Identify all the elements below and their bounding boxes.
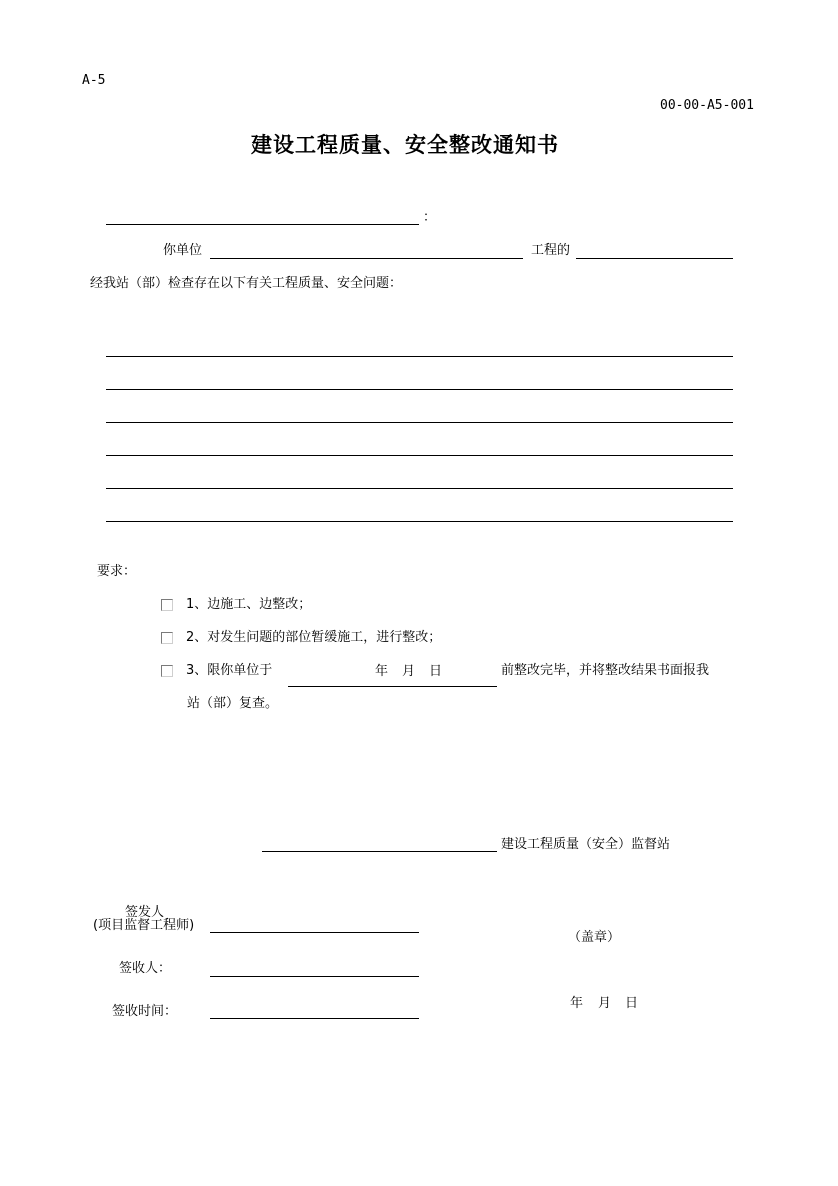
issuer-signature-field[interactable] <box>210 932 419 933</box>
option-1-checkbox[interactable] <box>161 599 173 611</box>
document-number: 00-00-A5-001 <box>660 98 754 113</box>
document-title: 建设工程质量、安全整改通知书 <box>251 133 559 157</box>
option-3-checkbox[interactable] <box>161 665 173 677</box>
deadline-date-field[interactable] <box>288 686 497 687</box>
issuer-sublabel: (项目监督工程师) <box>93 918 195 933</box>
station-label: 建设工程质量（安全）监督站 <box>501 837 671 852</box>
recipient-name-field[interactable] <box>106 224 419 225</box>
station-name-field[interactable] <box>262 851 497 852</box>
inspection-statement: 经我站（部）检查存在以下有关工程质量、安全问题： <box>90 276 403 291</box>
option-3-suffix: 前整改完毕，并将整改结果书面报我 <box>501 663 710 678</box>
sign-year: 年 <box>570 996 584 1011</box>
receive-time-field[interactable] <box>210 1018 419 1019</box>
problem-line-2[interactable] <box>106 389 733 390</box>
receive-time-label: 签收时间： <box>112 1004 178 1019</box>
deadline-month: 月 <box>402 664 416 679</box>
form-code: A-5 <box>82 73 106 88</box>
option-2-text: 2、对发生问题的部位暂缓施工，进行整改； <box>186 630 442 645</box>
project-name-field[interactable] <box>576 258 733 259</box>
seal-label: （盖章） <box>568 930 621 945</box>
recipient-colon: ： <box>423 210 437 225</box>
option-2-checkbox[interactable] <box>161 632 173 644</box>
option-3-line-2: 站（部）复查。 <box>187 696 279 711</box>
problem-line-6[interactable] <box>106 521 733 522</box>
problem-line-3[interactable] <box>106 422 733 423</box>
requirements-label: 要求： <box>97 564 137 579</box>
project-label: 工程的 <box>531 243 571 258</box>
option-1-text: 1、边施工、边整改； <box>186 597 312 612</box>
issuer-label: 签发人 <box>125 905 165 920</box>
problem-line-5[interactable] <box>106 488 733 489</box>
sign-month: 月 <box>598 996 612 1011</box>
sign-day: 日 <box>625 996 639 1011</box>
option-3-prefix: 3、限你单位于 <box>186 663 273 678</box>
receiver-signature-field[interactable] <box>210 976 419 977</box>
deadline-day: 日 <box>429 664 443 679</box>
unit-label: 你单位 <box>163 243 203 258</box>
problem-line-4[interactable] <box>106 455 733 456</box>
receiver-label: 签收人： <box>119 961 172 976</box>
problem-line-1[interactable] <box>106 356 733 357</box>
unit-name-field[interactable] <box>210 258 523 259</box>
deadline-year: 年 <box>375 664 389 679</box>
